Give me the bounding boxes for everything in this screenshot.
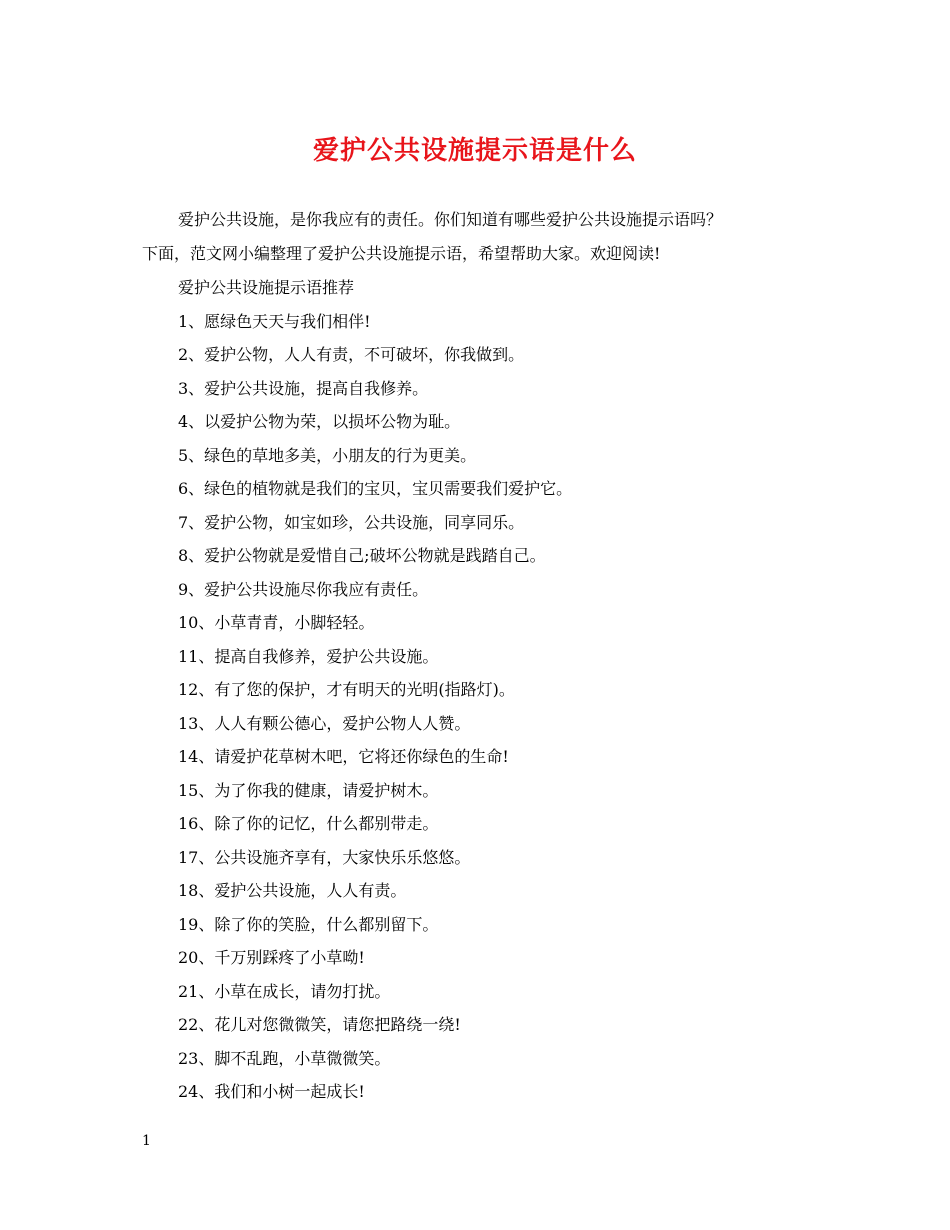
slogan-item: 14、请爱护花草树木吧，它将还你绿色的生命! [178,747,509,766]
slogan-item: 6、绿色的植物就是我们的宝贝，宝贝需要我们爱护它。 [178,479,573,498]
slogan-item: 12、有了您的保护，才有明天的光明(指路灯)。 [178,680,515,699]
slogan-item: 5、绿色的草地多美，小朋友的行为更美。 [178,445,477,465]
slogan-item: 23、脚不乱跑，小草微微笑。 [178,1048,391,1068]
slogan-item: 2、爱护公物，人人有责，不可破坏，你我做到。 [178,345,525,364]
page-number: 1 [142,1133,151,1149]
slogan-item: 13、人人有颗公德心，爱护公物人人赞。 [178,713,471,733]
slogan-item: 1、愿绿色天天与我们相伴! [178,311,371,331]
slogan-item: 18、爱护公共设施，人人有责。 [178,881,407,900]
slogan-item: 9、爱护公共设施尽你我应有责任。 [178,579,429,599]
slogan-item: 21、小草在成长，请勿打扰。 [178,981,391,1001]
slogan-item: 10、小草青青，小脚轻轻。 [178,613,375,632]
slogan-item: 24、我们和小树一起成长! [178,1082,365,1101]
intro-line-1: 爱护公共设施，是你我应有的责任。你们知道有哪些爱护公共设施提示语吗？ [178,210,723,229]
slogan-item: 19、除了你的笑脸，什么都别留下。 [178,914,439,934]
slogan-item: 15、为了你我的健康，请爱护树木。 [178,780,439,800]
intro-line-2: 下面，范文网小编整理了爱护公共设施提示语，希望帮助大家。欢迎阅读! [142,244,661,263]
slogan-list [142,305,832,1109]
document-title: 爱护公共设施提示语是什么 [312,136,637,166]
slogan-item: 11、提高自我修养，爱护公共设施。 [178,646,439,666]
slogan-item: 22、花儿对您微微笑，请您把路绕一绕! [178,1015,461,1034]
slogan-item: 17、公共设施齐享有，大家快乐乐悠悠。 [178,847,471,867]
slogan-item: 20、千万别踩疼了小草呦! [178,948,365,967]
intro-paragraph [142,203,832,271]
section-heading: 爱护公共设施提示语推荐 [178,278,355,297]
slogan-item: 7、爱护公物，如宝如珍，公共设施，同享同乐。 [178,512,525,532]
slogan-item: 16、除了你的记忆，什么都别带走。 [178,814,439,833]
slogan-item: 8、爱护公物就是爱惜自己;破坏公物就是践踏自己。 [178,546,546,565]
slogan-item: 3、爱护公共设施，提高自我修养。 [178,378,429,398]
document-body [142,203,832,1109]
slogan-item: 4、以爱护公物为荣，以损坏公物为耻。 [178,412,461,431]
